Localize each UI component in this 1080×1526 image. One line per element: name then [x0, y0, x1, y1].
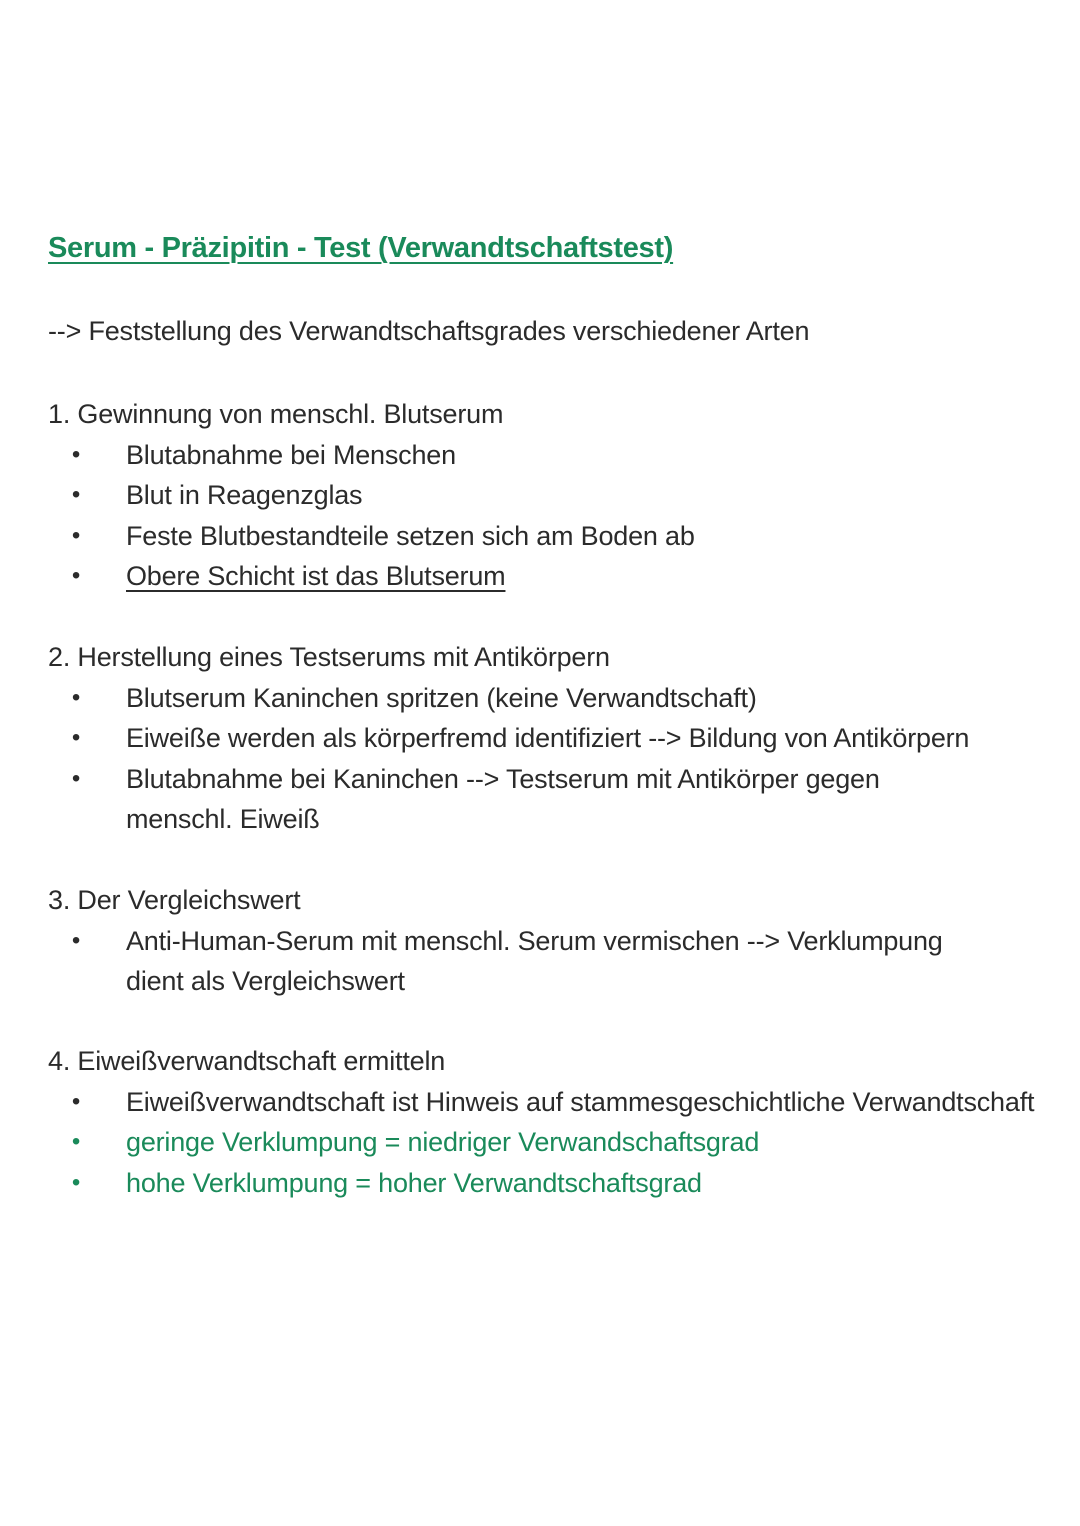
section-3-heading: 3. Der Vergleichswert: [48, 885, 301, 915]
section-4: [48, 1041, 1038, 1203]
section-4-heading: 4. Eiweißverwandtschaft ermitteln: [48, 1046, 446, 1076]
list-item: [48, 1082, 1038, 1123]
section-1: [48, 394, 1038, 597]
section-2: [48, 637, 1038, 840]
bullet-icon: •: [71, 481, 81, 508]
bullet-icon: •: [71, 683, 81, 711]
document-title: Serum - Präzipitin - Test (Verwandtschaftstest): [48, 232, 674, 264]
list-item-text: Blutserum Kaninchen spritzen (keine Verwandtschaft): [126, 682, 757, 713]
list-item: [48, 556, 1038, 597]
list-item-text: Anti-Human-Serum mit menschl. Serum vermischen --> Verklumpung dient als Vergleichswert: [126, 925, 943, 996]
list-item-text: Obere Schicht ist das Blutserum: [126, 561, 506, 591]
list-item: [48, 516, 1038, 557]
bullet-icon: •: [71, 521, 81, 549]
section-3: [48, 880, 1038, 1002]
bullet-icon: •: [71, 562, 81, 589]
bullet-icon: •: [71, 1168, 81, 1196]
list-item-text: Blutabnahme bei Kaninchen --> Testserum mit Antikörper gegen menschl. Eiweiß: [126, 763, 880, 834]
intro-line: --> Feststellung des Verwandtschaftsgrades verschiedener Arten: [48, 316, 810, 346]
list-item: [48, 921, 1006, 1002]
bullet-icon: •: [71, 926, 81, 954]
bullet-icon: •: [71, 764, 81, 792]
list-item-text: geringe Verklumpung = niedriger Verwandschaftsgrad: [126, 1127, 760, 1157]
list-item: [48, 1122, 1038, 1163]
list-item: [48, 435, 1038, 476]
list-item: [48, 718, 1038, 759]
section-1-heading: 1. Gewinnung von menschl. Blutserum: [48, 399, 504, 429]
bullet-icon: •: [71, 440, 81, 468]
list-item-text: Eiweißverwandtschaft ist Hinweis auf stammesgeschichtliche Verwandtschaft: [126, 1086, 1035, 1117]
list-item: [48, 475, 1038, 516]
list-item: [48, 759, 986, 840]
list-item-text: hohe Verklumpung = hoher Verwandtschaftsgrad: [126, 1167, 702, 1198]
bullet-icon: •: [71, 724, 81, 751]
list-item: [48, 1163, 1038, 1204]
bullet-icon: •: [71, 1087, 81, 1115]
list-item-text: Blutabnahme bei Menschen: [126, 439, 456, 470]
section-2-heading: 2. Herstellung eines Testserums mit Antikörpern: [48, 642, 610, 672]
list-item-text: Blut in Reagenzglas: [126, 480, 363, 510]
list-item-text: Feste Blutbestandteile setzen sich am Boden ab: [126, 520, 695, 551]
bullet-icon: •: [71, 1128, 81, 1155]
list-item-text: Eiweiße werden als körperfremd identifiziert --> Bildung von Antikörpern: [126, 723, 970, 753]
list-item: [48, 678, 1038, 719]
